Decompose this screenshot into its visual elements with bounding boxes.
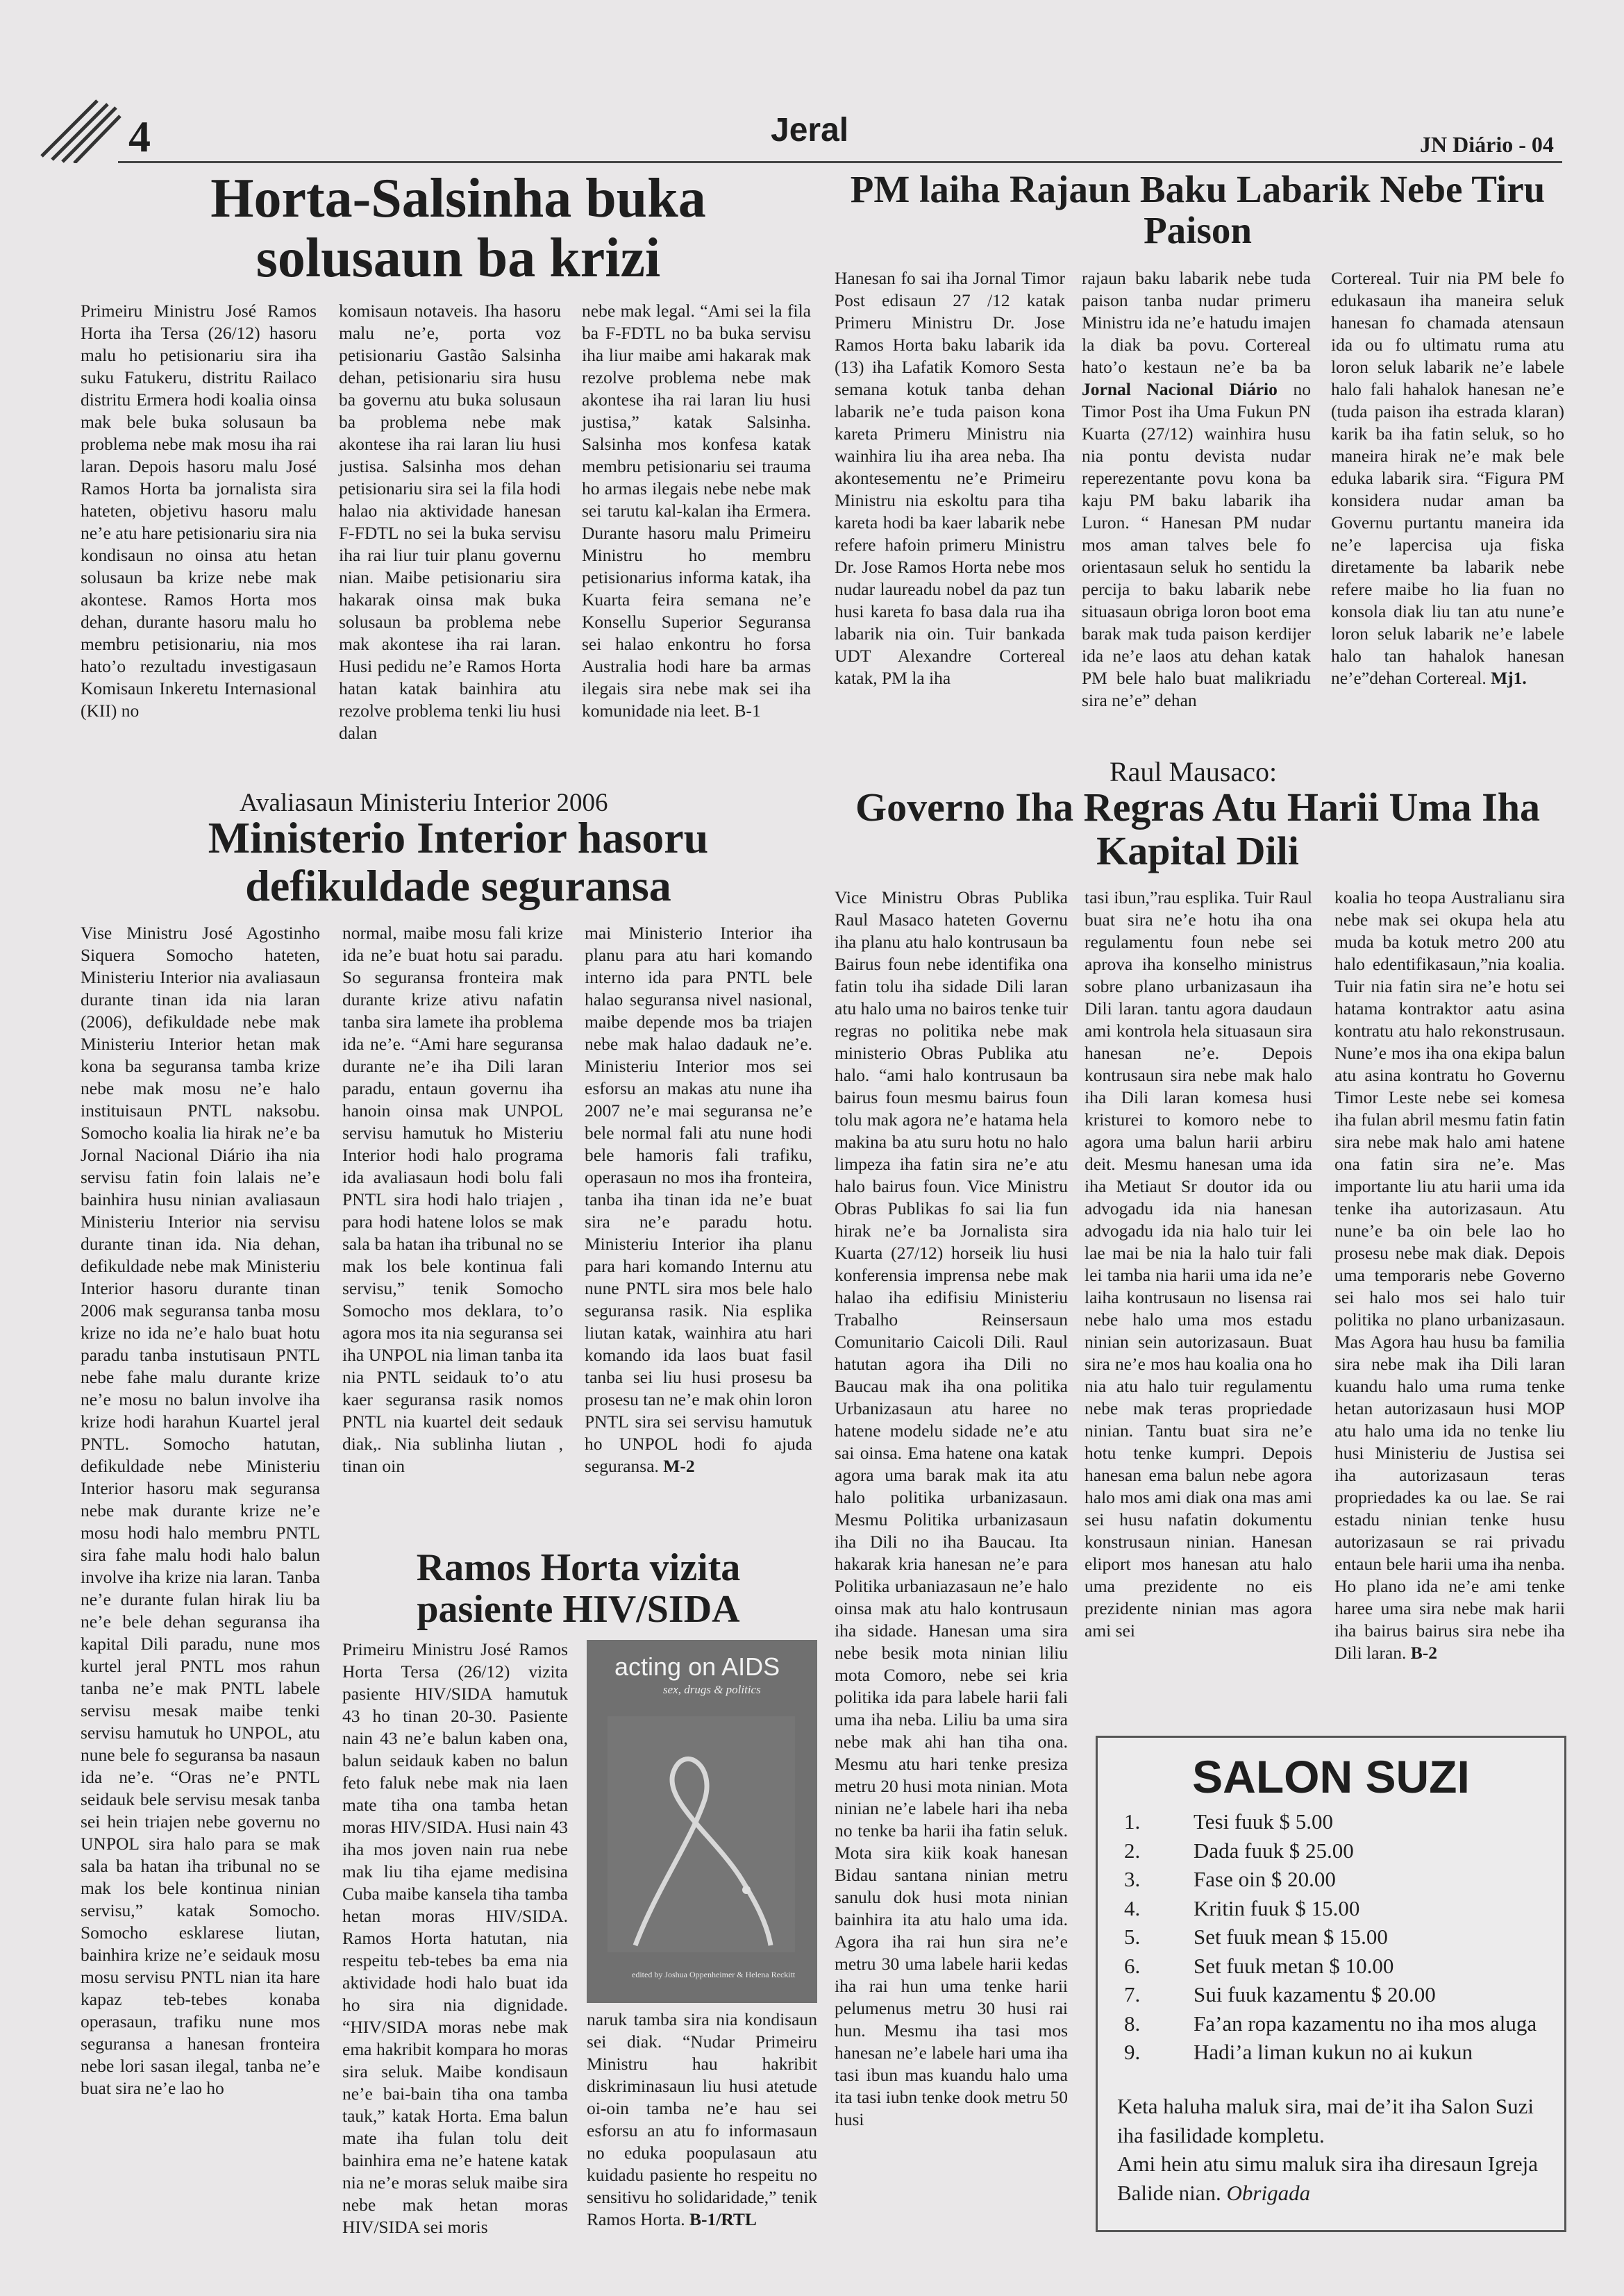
ribbon-icon [608, 1716, 795, 1952]
article5-headline: Governo Iha Regras Atu Harii Uma Iha Kapital Dili [855, 785, 1540, 873]
ad-list-item [1117, 1952, 1555, 1981]
article1-column-1: Primeiru Ministru José Ramos Horta iha Tersa (26/12) hasoru malu ho petisionariu sira iha suku Fatukeru, distritu Railaco distritu Ermera hodi koalia oinsa mak bele buka solusaun ba problema nebe mak mosu iha rai laran. Depois hasoru malu José Ramos Horta ba jornalista sira hateten, objetivu hasoru malu ne’e atu hare petisionariu sira nia kondisaun no oinsa atu hetan solusaun ba krize nebe mak akontese. Ramos Horta mos dehan, durante hasoru malu ho membru petisionariu, nia mos hato’o rezultadu investigasaun Komisaun Inkeretu Internasional (KII) no [81, 301, 317, 721]
ad-list-item [1117, 1836, 1555, 1866]
article3-column-3: mai Ministerio Interior iha planu para atu hari komando interno ida para PNTL bele halao seguransa nivel nasional, maibe depende mos ba triajen nebe mak halao dadauk ne’e. Ministeriu Interior mos sei esforsu an makas atu nune iha 2007 ne’e mai seguransa ne’e bele normal fali atu nune hodi bele hamoris fali trafiku, operasaun no mos iha fronteira, tanba iha tinan ida ne’e buat sira ne’e paradu hotu. Ministeriu Interior iha planu para hari komando Internu atu nune PNTL sira mos bele halo seguransa rasik. Nia esplika liutan katak, wainhira atu hari komando ida laos buat fasil tanba sei liu husi prosesu ba prosesu tan ne’e mak ohin loron PNTL sira sei servisu hamutuk ho UNPOL hodi fo ajuda seguransa. M-2 [585, 923, 812, 1476]
ad-item-text: Hadi’a liman kukun no ai kukun [1194, 2040, 1473, 2064]
ad-item-number: 7. [1124, 1982, 1141, 2006]
ad-item-text: Tesi fuuk $ 5.00 [1194, 1809, 1334, 1834]
ad-list-item [1117, 2009, 1555, 2038]
salon-advertisement [1096, 1736, 1566, 2232]
ad-item-number: 2. [1124, 1838, 1141, 1863]
ad-list-item [1117, 1894, 1555, 1923]
article3-headline: Ministerio Interior hasoru defikuldade seguransa [208, 813, 709, 911]
ad-item-text: Fa’an ropa kazamentu no iha mos aluga [1194, 2011, 1537, 2036]
ad-item-number: 9. [1124, 2040, 1141, 2064]
decorative-stripes-icon [38, 87, 122, 163]
ad-list-item [1117, 1980, 1555, 2009]
ad-item-number: 5. [1124, 1925, 1141, 1949]
article5-column-2: tasi ibun,”rau esplika. Tuir Raul buat sira ne’e hotu iha ona regulamentu foun nebe sei aprova iha konselho ministrus sobre plano urbanizasaun iha Dili laran. tantu agora daudaun ami kontrola hela situasaun sira hanesan ne’e. Depois kontrusaun sira nebe mak halo iha Dili laran komesa husi kristurei to komoro nebe to agora uma balun harii arbiru deit. Mesmu hanesan uma ida iha Metiaut Sr doutor ida ou advogadu ida nia hanesan advogadu ida nia halo tuir lei lae mai be nia la halo tuir fali lei tamba nia harii uma ida ne’e laiha kontrusaun no lisensa rai nebe halo uma mos estadu ninian sein autorizasaun. Buat sira ne’e mos hau koalia ona ho nia atu halo tuir regulamentu nebe mak teras propriedade ninian. Tantu buat sira ne’e hotu tenke kumpri. Depois hanesan ema balun nebe agora halo mos ami diak ona mas ami sei husu nafatin dokumentu konstrusaun ninian. Hanesan eliport mos hanesan atu halo uma prezidente no eis prezidente ninian mas agora ami sei [1085, 887, 1312, 1641]
ad-list-item [1117, 2038, 1555, 2067]
article2-column-2: rajaun baku labarik nebe tuda paison tanba nudar primeru Ministru ida ne’e hatudu imajen la diak ba povu. Cortereal hato’o kestaun ne’e ba ba Jornal Nacional Diário no Timor Post iha Uma Fukun PN Kuarta (27/12) wainhira husu nia pontu devista nudar reperezentante povu kona ba kaju PM baku labarik iha Luron. “ Hanesan PM nudar mos aman talves bele fo orientasaun seluk ho sentidu la percija to baku labarik nebe situasaun obriga loron boot ema barak mak tuda paison kerdijer ida ne’e laos atu dehan katak PM bele halo buat malikriadu sira ne’e” dehan [1082, 268, 1311, 710]
article4-column-1: Primeiru Ministru José Ramos Horta Tersa (26/12) vizita pasiente HIV/SIDA hamutuk 43 ho tinan 20-30. Pasiente nain 43 ne’e balun kaben ona, balun seidauk kaben no balun feto faluk nebe mak nia laen mate tiha ona tamba hetan moras HIV/SIDA. Husi nain 43 iha mos joven nain rua nebe mak liu tiha ejame medisina Cuba maibe kansela tiha tamba hetan moras HIV/SIDA. Ramos Horta hatutan, nia respeitu teb-tebes ba ema nia aktividade hodi halo buat ida ho sira nia dignidade. “HIV/SIDA moras nebe mak ema hakribit kompara ho moras sira seluk. Maibe kondisaun ne’e bai-bain tiha ona tamba tauk,” katak Horta. Ema balun mate iha fulan tolu deit bainhira ema ne’e hatene katak nia ne’e moras seluk maibe sira nebe mak hetan moras HIV/SIDA sei moris [342, 1639, 568, 2237]
ad-footer: Keta haluha maluk sira, mai de’it iha Salon Suzi iha fasilidade kompletu. Ami hein atu simu maluk sira iha diresaun Igreja Balide nian. Obrigada [1117, 2094, 1539, 2205]
article3-column-2: normal, maibe mosu fali krize ida ne’e buat hotu sai paradu. So seguransa fronteira mak durante krize ativu nafatin tanba sira lamete iha problema ida ne’e. “Ami hare seguransa durante ne’e iha Dili laran paradu, entaun governu iha hanoin oinsa mak UNPOL servisu hamutuk ho Misteriu Interior hodi halo programa ida avaliasaun hodi bolu fali PNTL sira hodi halo triajen , para hodi hatene lolos se mak sala ba hatan iha tribunal no se mak los bele kontinua fali servisu,” tenik Somocho Somocho mos deklara, to’o agora mos ita nia seguransa sei iha UNPOL nia liman tanba ita nia PNTL seidauk to’o atu kaer seguransa rasik nomos PNTL nia kuartel deit sedauk diak,. Nia sublinha liutan , tinan oin [342, 923, 563, 1476]
ad-item-number: 3. [1124, 1867, 1141, 1891]
ad-item-text: Set fuuk metan $ 10.00 [1194, 1953, 1394, 1978]
ad-list-item [1117, 1922, 1555, 1952]
article2-column-3: Cortereal. Tuir nia PM bele fo edukasaun iha maneira seluk hanesan fo chamada atensaun ida ou fo ultimatu ruma atu loron seluk labarik ne’e labele halo fali hahalok hanesan ne’e (tuda paison iha estrada klaran) karik ba iha fatin seluk, so ho maneira hirak ne’e mak bele eduka labarik sira. “Figura PM konsidera nudar aman ba Governu purtantu maneira ida ne’e lapercisa uja fiska diretamente ba labarik nebe refere maibe ho lia fuan no konsola diak liu tan atu nune’e loron seluk labarik ne’e labele halo tan hahalok hanesan ne’e”dehan Cortereal. Mj1. [1331, 268, 1564, 688]
ad-item-number: 8. [1124, 2011, 1141, 2036]
article5-column-1: Vice Ministru Obras Publika Raul Masaco hateten Governu iha planu atu halo kontrusaun ba Bairus foun nebe identifika ona fatin tolu iha sidade Dili laran atu halo uma no bairos tenke tuir regras no politika nebe mak ministerio Obras Publika atu halo. “ami halo kontrusaun ba bairus foun mesmu bairus foun tolu mak agora ne’e hatama hela makina ba atu suru hotu no halo limpeza iha fatin sira ne’e atu halo bairus foun. Vice Ministru Obras Publikas fo sai lia fun hirak ne’e ba Jornalista sira Kuarta (27/12) horseik liu husi konferensia imprensa nebe mak halao iha edifisiu Ministeriu Trabalho Reinsersaun Comunitario Caicoli Dili. Raul hatutan agora iha Dili no Baucau mak iha ona politika Urbanizasaun atu haree no hatene modelu sidade ne’e atu sai oinsa. Ema hatene ona katak agora uma barak mak ita atu halo politika urbanizasaun. Mesmu Politika urbanizasaun iha Dili no iha Baucau. Ita hakarak kria hanesan ne’e para Politika urbaniazasaun ne’e halo oinsa mak atu halo kontrusaun iha sidade. Hanesan uma sira nebe besik mota ninian liliu mota Comoro, nebe sei kria politika ida para labele harii fali uma iha neba. Liliu ba uma sira nebe mak ahi han tiha ona. Mesmu atu hari tenke presiza metru 20 husi mota ninian. Mota ninian ne’e labele hari iha neba no tenke ba harii iha fatin seluk. Mota sira kiik koak hanesan Bidau santana ninian metru sanulu dok husi mota ninian bainhira ita atu halo uma ida. Agora iha rai hun sira ne’e metru 30 uma labele harii kedas iha rai hun uma tenke harii pelumenus metru 30 husi rai hun. Mesmu iha tasi mos hanesan ne’e labele hari uma iha tasi ibun mas kuandu halo uma ita tasi iubn tenke dook metru 50 husi [835, 887, 1068, 2129]
ad-item-text: Set fuuk mean $ 15.00 [1194, 1925, 1388, 1949]
article4-headline: Ramos Horta vizita pasiente HIV/SIDA [416, 1546, 741, 1632]
article2-column-1: Hanesan fo sai iha Jornal Timor Post edisaun 27 /12 katak Primeru Ministru Dr. Jose Ramos Horta baku labarik ida (13) iha Lafatik Komoro Sesta semana kotuk tanba dehan labarik ne’e tuda paison kona kareta Primeru Ministru nia wainhira liu iha area neba. Iha akontesementu ne’e Primeiru Ministru nia eskoltu para tiha kareta hodi ba kaer labarik nebe refere hafoin primeru Ministru Dr. Jose Ramos Horta nebe mos nudar laureadu nobel da paz tun husi kareta fo basa dala rua iha labarik nia oin. Tuir bankada UDT Alexandre Cortereal katak, PM la iha [835, 268, 1065, 688]
article1-column-3: nebe mak legal. “Ami sei la fila ba F-FDTL no ba buka servisu iha liur maibe ami hakarak mak rezolve problema nebe mak akontese iha rai laran liu husi justisa,” katak Salsinha. Salsinha mos konfesa katak membru petisionariu sei trauma ho armas ilegais nebe nebe mak sei tarutu kal-kalan iha Ermera. Durante hasoru malu Primeiru Ministru ho membru petisionarius informa katak, iha Kuarta feira semana ne’e Konsellu Superior Seguransa sei halao enkontru ho forsa Australia hodi hare ba armas ilegais sira nebe mak sei iha komunidade nia leet. B-1 [582, 301, 811, 721]
article2-headline: PM laiha Rajaun Baku Labarik Nebe Tiru Paison [850, 168, 1546, 252]
ad-item-number: 6. [1124, 1953, 1141, 1978]
ad-title: SALON SUZI [1192, 1751, 1470, 1802]
ad-item-number: 1. [1124, 1809, 1141, 1834]
ad-item-text: Sui fuuk kazamentu $ 20.00 [1194, 1982, 1436, 2006]
article1-headline: Horta-Salsinha buka solusaun ba krizi [210, 168, 706, 290]
page-number: 4 [128, 112, 151, 161]
ad-price-list [1117, 1807, 1555, 2067]
section-title: Jeral [771, 112, 849, 149]
paper-issue-label: JN Diário - 04 [1420, 132, 1554, 157]
ad-item-text: Kritin fuuk $ 15.00 [1194, 1895, 1360, 1920]
book-cover-image: acting on AIDS sex, drugs & politics edited by Joshua Oppenheimer & Helena Reckitt [587, 1640, 817, 2003]
ad-item-text: Dada fuuk $ 25.00 [1194, 1838, 1354, 1863]
header-divider [118, 161, 1562, 163]
article4-column-2: naruk tamba sira nia kondisaun sei diak. “Nudar Primeiru Ministru hau hakribit diskriminasaun liu husi atetude oi-oin tamba ne’e hau sei esforsu an atu fo informasaun no eduka poopulasaun atu kuidadu pasiente ho respeitu no sensitivu ho solidaridade,” tenik Ramos Horta. B-1/RTL [587, 2009, 817, 2229]
article1-column-2: komisaun notaveis. Iha hasoru malu ne’e, porta voz petisionariu Gastão Salsinha dehan, petisionariu sira husu ba governu atu buka solusaun ba problema nebe mak akontese iha rai laran liu husi justisa. Salsinha mos dehan petisionariu sira sei la fila hodi halao nia aktividade hanesan F-FDTL no sei la buka servisu iha rai liur tuir planu governu nian. Maibe petisionariu sira hakarak oinsa mak buka solusaun ba problema nebe mak akontese iha rai laran. Husi pedidu ne’e Ramos Horta hatan katak bainhira atu rezolve problema tenki liu husi dalan [339, 301, 561, 743]
ad-item-number: 4. [1124, 1895, 1141, 1920]
article3-column-1: Vise Ministru José Agostinho Siquera Somocho hateten, Ministeriu Interior nia avaliasaun durante tinan ida nia laran (2006), defikuldade nebe mak Ministeriu Interior hetan mak kona ba seguransa tamba krize nebe mak mosu ne’e halo instituisaun PNTL naksobu. Somocho koalia lia hirak ne’e ba Jornal Nacional Diário iha nia servisu fatin foin lalais ne’e bainhira husu ninian avaliasaun Ministeriu Interior nia servisu durante tinan ida. Nia dehan, defikuldade nebe mak Ministeriu Interior hasoru durante tinan 2006 mak seguransa tanba mosu krize no ida ne’e halo buat hotu paradu tanba instutisaun PNTL nebe fahe malu durante krize ne’e mosu no balun involve iha krize hodi harahun Kuartel jeral PNTL. Somocho hatutan, defikuldade nebe Ministeriu Interior hasoru mak seguransa nebe mak durante krize ne’e mosu hodi halo membru PNTL sira fahe malu hodi halo balun involve iha krize nia laran. Tanba ne’e durante fulan hirak liu ba ne’e bele dehan seguransa iha kapital Dili paradu, nune mos kurtel jeral PNTL mos rahun tanba ne’e mak PNTL labele servisu mesak maibe tenki servisu hamutuk ho UNPOL, atu nune bele fo seguransa ba nasaun ida ne’e. “Oras ne’e PNTL seidauk bele servisu mesak tanba sei hein triajen nebe governu no UNPOL sira halo para se mak sala ba hatan iha tribunal no se mak los bele kontinua ninian servisu,” katak Somocho. Somocho esklarese liutan, bainhira krize ne’e seidauk mosu mosu servisu PNTL nian ita hare kapaz teb-tebes konaba operasaun, trafiku nune mos seguransa a hanesan fronteira nebe lori sasan ilegal, tanba ne’e buat sira ne’e lao ho [81, 923, 320, 2098]
ad-item-text: Fase oin $ 20.00 [1194, 1867, 1336, 1891]
ad-list-item [1117, 1865, 1555, 1894]
article5-kicker: Raul Mausaco: [1110, 756, 1278, 787]
ad-list-item [1117, 1807, 1555, 1836]
article3-kicker: Avaliasaun Ministeriu Interior 2006 [240, 789, 608, 817]
article5-column-3: koalia ho teopa Australianu sira nebe mak sei okupa hela atu muda ba kotuk metro 200 atu halo edentifikasaun,”nia koalia. Tuir nia fatin sira ne’e hotu sei hatama kontraktor aatu asina kontratu atu halo rekonstrusaun. Nune’e mos iha ona ekipa balun atu asina kontratu ho Governu Timor Leste nebe sei komesa iha fulan abril mesmu fatin fatin sira nebe mak halo ami hatene ona fatin sira ne’e. Mas importante liu atu harii uma ida tenke iha autorizasaun. Atu nune’e ba oin bele lao ho prosesu nebe mak diak. Depois uma temporaris nebe Governo sei halo mos sei halo tuir politika no plano urbanizasaun. Mas Agora hau husu ba familia sira nebe mak iha Dili laran kuandu halo uma ruma tenke hetan autorizasaun husi MOP atu halo uma ida no tenke liu husi Ministeriu de Justisa sei iha autorizasaun teras propriedades ka ou lae. Se rai estadu ninian tenke husu autorizasaun se rai privadu entaun bele harii uma iha nenba. Ho plano ida ne’e ami tenke haree uma sira nebe mak harii iha bairus bairus sira nebe iha Dili laran. B-2 [1334, 887, 1565, 1663]
